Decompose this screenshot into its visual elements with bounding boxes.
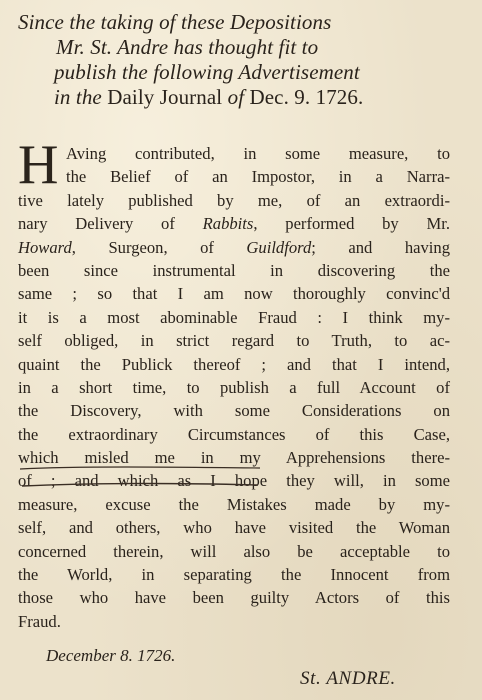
heading-line-2: Mr. St. Andre has thought fit to xyxy=(56,35,319,59)
text-fragment: in a short time, to publish a full Account of xyxy=(18,377,450,397)
text-line xyxy=(18,165,450,188)
text-fragment: self obliged, in strict regard to Truth, to ac- xyxy=(18,331,450,351)
text-fragment: the World, in separating the Innocent from xyxy=(18,565,450,585)
text-fragment: tive lately published by me, of an extraordi- xyxy=(18,190,450,210)
text-fragment: ; and having xyxy=(311,237,450,257)
text-fragment: which misled me in my Apprehensions there- xyxy=(18,448,450,468)
text-fragment: those who have been guilty Actors of this xyxy=(18,588,450,608)
text-line xyxy=(18,540,450,563)
signature: St. ANDRE. xyxy=(300,668,396,689)
text-fragment: the Discovery, with some Considerations on xyxy=(18,401,450,421)
text-line xyxy=(18,376,450,399)
heading-line-4 xyxy=(14,85,474,110)
text-fragment: measure, excuse the Mistakes made by my- xyxy=(18,494,450,514)
advertisement-date: Dec. 9. 1726. xyxy=(249,85,364,109)
heading xyxy=(14,10,474,110)
text-line xyxy=(18,516,450,539)
text-fragment: concerned therein, will also be acceptable to xyxy=(18,541,450,561)
text-fragment: it is a most abominable Fraud : I think my- xyxy=(18,307,450,327)
text-fragment: Fraud. xyxy=(18,611,61,631)
text-fragment: been since instrumental in discovering the xyxy=(18,260,450,280)
heading-line-4-prefix: in the xyxy=(54,85,108,109)
italic-term: Howard xyxy=(18,237,72,257)
text-line xyxy=(18,212,450,235)
text-fragment: the Belief of an Impostor, in a Narra- xyxy=(66,167,450,187)
text-line xyxy=(18,142,450,165)
italic-term: Guildford xyxy=(246,237,312,257)
text-fragment: Aving contributed, in some measure, to xyxy=(66,144,450,163)
text-fragment: nary Delivery of xyxy=(18,214,203,234)
text-fragment: , performed by Mr. xyxy=(253,214,450,234)
text-line xyxy=(18,282,450,305)
text-line xyxy=(18,329,450,352)
italic-term: Rabbits xyxy=(202,214,254,234)
text-line xyxy=(18,423,450,446)
heading-line-4-of: of xyxy=(227,85,250,109)
ink-underline-mark xyxy=(18,465,263,489)
text-line xyxy=(18,353,450,376)
text-line xyxy=(18,399,450,422)
text-fragment: , Surgeon, of xyxy=(71,237,247,257)
advertisement-date-line: December 8. 1726. xyxy=(46,646,176,665)
text-line xyxy=(18,610,450,633)
text-line xyxy=(18,493,450,516)
text-line xyxy=(18,189,450,212)
text-line xyxy=(18,306,450,329)
heading-line-1: Since the taking of these Depositions xyxy=(18,10,332,34)
text-line xyxy=(18,586,450,609)
advertisement-body xyxy=(18,134,450,633)
text-fragment: of ; and which as I hope they will, in some xyxy=(18,471,450,491)
text-fragment: the extraordinary Circumstances of this Case, xyxy=(18,424,450,444)
text-line xyxy=(18,236,450,259)
text-line xyxy=(18,563,450,586)
text-line xyxy=(18,259,450,282)
text-fragment: same ; so that I am now thoroughly convinc'd xyxy=(18,284,450,304)
heading-line-3: publish the following Advertisement xyxy=(54,60,360,84)
newspaper-title: Daily Journal xyxy=(107,85,228,109)
drop-cap: H xyxy=(18,134,59,196)
text-fragment: self, and others, who have visited the Woman xyxy=(18,518,450,538)
text-fragment: quaint the Publick thereof ; and that I intend, xyxy=(18,354,450,374)
